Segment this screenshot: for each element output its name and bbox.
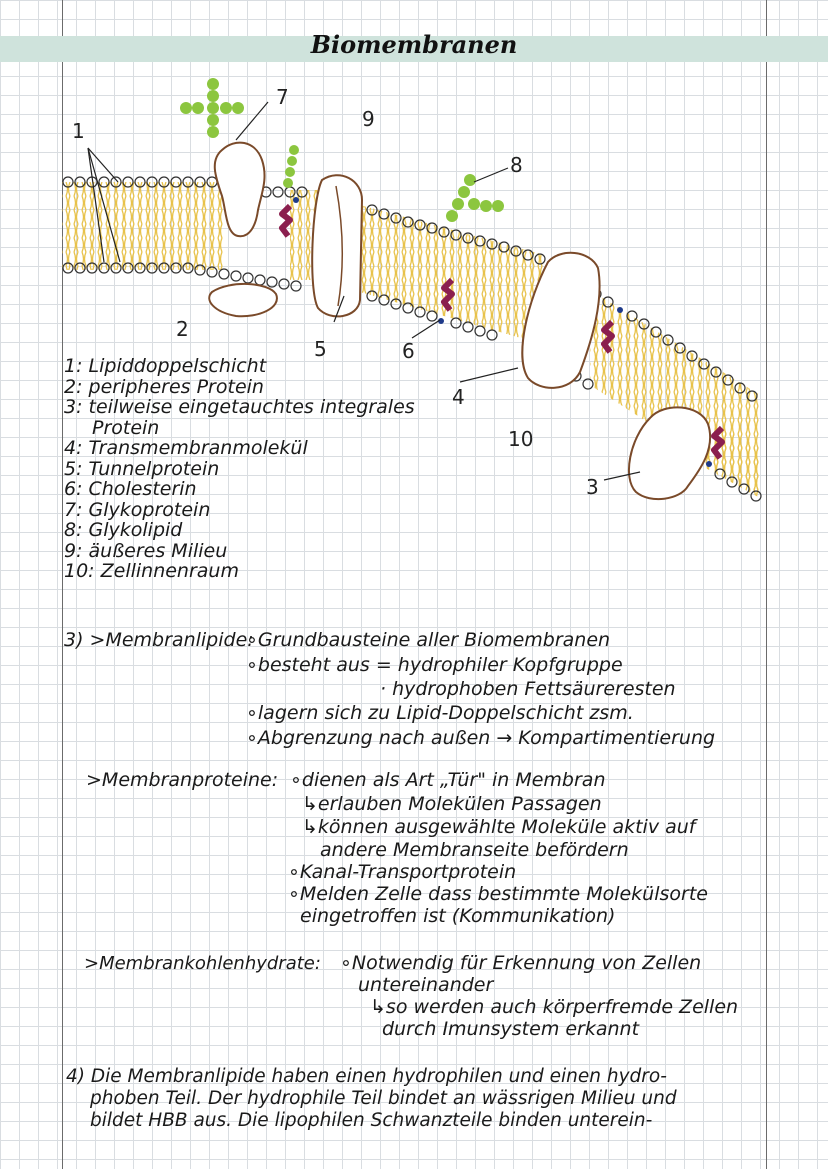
- legend-item: 1: Lipiddoppelschicht: [64, 355, 267, 377]
- paragraph-4-line: 4) Die Membranlipide haben einen hydrophilen und einen hydro-: [66, 1066, 667, 1087]
- legend-item: 4: Transmembranmolekül: [64, 437, 308, 459]
- legend-item: 6: Cholesterin: [64, 478, 197, 500]
- label-2: 2: [176, 317, 189, 341]
- tunnel-protein: [312, 175, 362, 316]
- lipids-line: ∘Grundbausteine aller Biomembranen: [246, 629, 611, 651]
- paragraph-4-line: bildet HBB aus. Die lipophilen Schwanzteile binden unterein-: [90, 1110, 653, 1131]
- legend-item: 10: Zellinnenraum: [64, 560, 239, 582]
- proteins-line: eingetroffen ist (Kommunikation): [300, 905, 616, 927]
- carbs-line: ↳so werden auch körperfremde Zellen: [370, 996, 739, 1018]
- legend-item: 9: äußeres Milieu: [64, 539, 228, 562]
- label-8: 8: [510, 153, 523, 177]
- legend-item: 8: Glykolipid: [64, 519, 183, 541]
- glyco-chain-small: [283, 145, 299, 188]
- lipids-line: · hydrophoben Fettsäureresten: [380, 678, 676, 700]
- proteins-line: ↳erlauben Molekülen Passagen: [302, 793, 602, 815]
- carbs-line: untereinander: [358, 974, 494, 996]
- proteins-line: andere Membranseite befördern: [320, 839, 629, 861]
- proteins-line: ∘dienen als Art „Tür" in Membran: [290, 769, 606, 791]
- label-7: 7: [276, 85, 289, 109]
- legend: [64, 356, 415, 582]
- label-10: 10: [508, 427, 534, 451]
- label-9: 9: [362, 107, 375, 131]
- proteins-line: ∘Kanal-Transportprotein: [288, 861, 517, 883]
- label-4: 4: [452, 385, 465, 409]
- legend-item: Protein: [92, 416, 160, 439]
- carbs-line: ∘Notwendig für Erkennung von Zellen: [340, 952, 702, 974]
- proteins-heading: >Membranproteine:: [86, 769, 279, 791]
- page-title: Biomembranen: [310, 30, 518, 59]
- carbs-line: durch Imunsystem erkannt: [382, 1018, 640, 1040]
- proteins-line: ∘Melden Zelle dass bestimmte Molekülsorte: [288, 883, 708, 905]
- legend-item: 7: Glykoprotein: [64, 498, 211, 521]
- lipids-heading: 3) >Membranlipide:: [64, 629, 254, 651]
- label-1: 1: [72, 119, 85, 143]
- label-3: 3: [586, 475, 599, 499]
- label-6: 6: [402, 339, 415, 363]
- lipids-line: ∘Abgrenzung nach außen → Kompartimentierung: [246, 727, 716, 749]
- label-5: 5: [314, 337, 327, 361]
- integral-protein: [629, 407, 710, 499]
- legend-item: 2: peripheres Protein: [64, 375, 264, 398]
- lipids-line: ∘lagern sich zu Lipid-Doppelschicht zsm.: [246, 702, 634, 724]
- cholesterol-1: [282, 206, 290, 236]
- carbs-heading: >Membrankohlenhydrate:: [84, 953, 321, 974]
- paragraph-4-line: phoben Teil. Der hydrophile Teil bindet an wässrigen Milieu und: [90, 1088, 677, 1109]
- proteins-line: ↳können ausgewählte Moleküle aktiv auf: [302, 816, 696, 838]
- lipids-line: ∘besteht aus = hydrophiler Kopfgruppe: [246, 654, 623, 676]
- legend-item: 5: Tunnelprotein: [64, 457, 220, 480]
- legend-item: 3: teilweise eingetauchtes integrales: [64, 396, 415, 418]
- peripheral-protein: [209, 284, 277, 316]
